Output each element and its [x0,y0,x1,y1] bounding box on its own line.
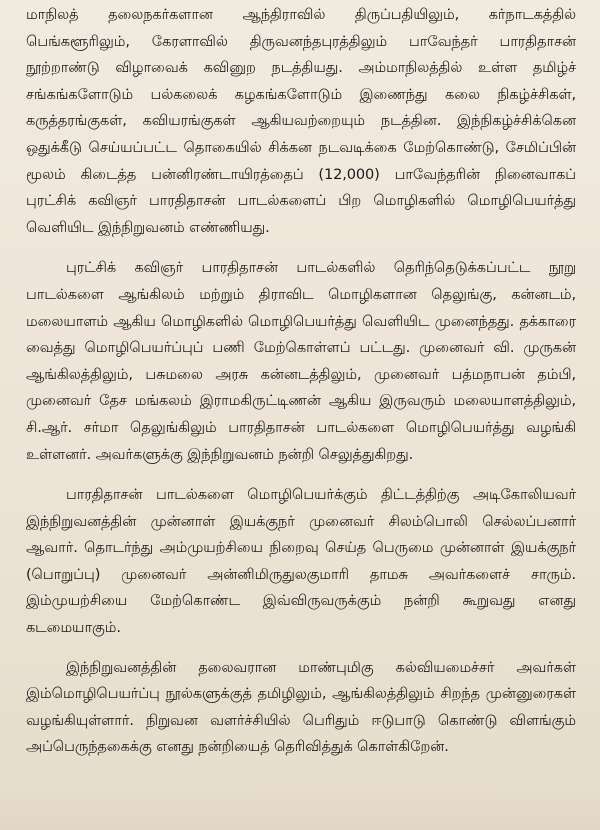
paragraph-2: புரட்சிக் கவிஞர் பாரதிதாசன் பாடல்களில் தெரிந்தெடுக்கப்பட்ட நூறு பாடல்களை ஆங்கிலம் மற்றும் திராவிட மொழிகளான தெலுங்கு, கன்னடம், மலையாளம் ஆகிய மொழிகளில் மொழிபெயர்த்து வெளியிட முனைந்தது. தக்காரை வைத்து மொழிபெயர்ப்புப் பணி மேற்கொள்ளப் பட்டது. முனைவர் வி. முருகன் ஆங்கிலத்திலும், பசுமலை அரசு கன்னடத்திலும், முனைவர் பத்மநாபன் தம்பி, முனைவர் தேச மங்கலம் இராமகிருட்டிணன் ஆகிய இருவரும் மலையாளத்திலும், சி.ஆர். சர்மா தெலுங்கிலும் பாரதிதாசன் பாடல்களை மொழிபெயர்த்து வழங்கி உள்ளனர். அவர்களுக்கு இந்நிறுவனம் நன்றி செலுத்துகிறது. [26,259,576,463]
paragraph-3: பாரதிதாசன் பாடல்களை மொழிபெயர்க்கும் திட்டத்திற்கு அடிகோலியவர் இந்நிறுவனத்தின் முன்னாள் இயக்குநர் முனைவர் சிலம்பொலி செல்லப்பனார் ஆவார். தொடர்ந்து அம்முயற்சியை நிறைவு செய்த பெருமை முன்னாள் இயக்குநர் (பொறுப்பு) முனைவர் அன்னிமிருதுலகுமாரி தாமசு அவர்களைச் சாரும். இம்முயற்சியை மேற்கொண்ட இவ்விருவருக்கும் நன்றி கூறுவது எனது கடமையாகும். [26,486,576,637]
page-shading [0,790,600,830]
paragraph-1: மாநிலத் தலைநகர்களான ஆந்திராவில் திருப்பதியிலும், கர்நாடகத்தில் பெங்களூரிலும், கேரளாவில் திருவனந்தபுரத்திலும் பாவேந்தர் பாரதிதாசன் நூற்றாண்டு விழாவைக் கவினுற நடத்தியது. அம்மாநிலத்தில் உள்ள தமிழ்ச் சங்கங்களோடும் பல்கலைக் கழகங்களோடும் இணைந்து கலை நிகழ்ச்சிகள், கருத்தரங்குகள், கவியரங்குகள் ஆகியவற்றையும் நடத்தின. இந்நிகழ்ச்சிக்கென ஒதுக்கீடு செய்யப்பட்ட தொகையில் சிக்கன நடவடிக்கை மேற்கொண்டு, சேமிப்பின் மூலம் கிடைத்த பன்னிரண்டாயிரத்தைப் (12,000) பாவேந்தரின் நினைவாகப் புரட்சிக் கவிஞர் பாரதிதாசன் பாடல்களைப் பிற மொழிகளில் மொழிபெயர்த்து வெளியிட இந்நிறுவனம் எண்ணியது. [26,6,576,236]
paragraph-4: இந்நிறுவனத்தின் தலைவரான மாண்புமிகு கல்வியமைச்சர் அவர்கள் இம்மொழிபெயர்ப்பு நூல்களுக்குத் தமிழிலும், ஆங்கிலத்திலும் சிறந்த முன்னுரைகள் வழங்கியுள்ளார். நிறுவன வளர்ச்சியில் பெரிதும் ஈடுபாடு கொண்டு விளங்கும் அப்பெருந்தகைக்கு எனது நன்றியைத் தெரிவித்துக் கொள்கிறேன். [26,658,576,756]
